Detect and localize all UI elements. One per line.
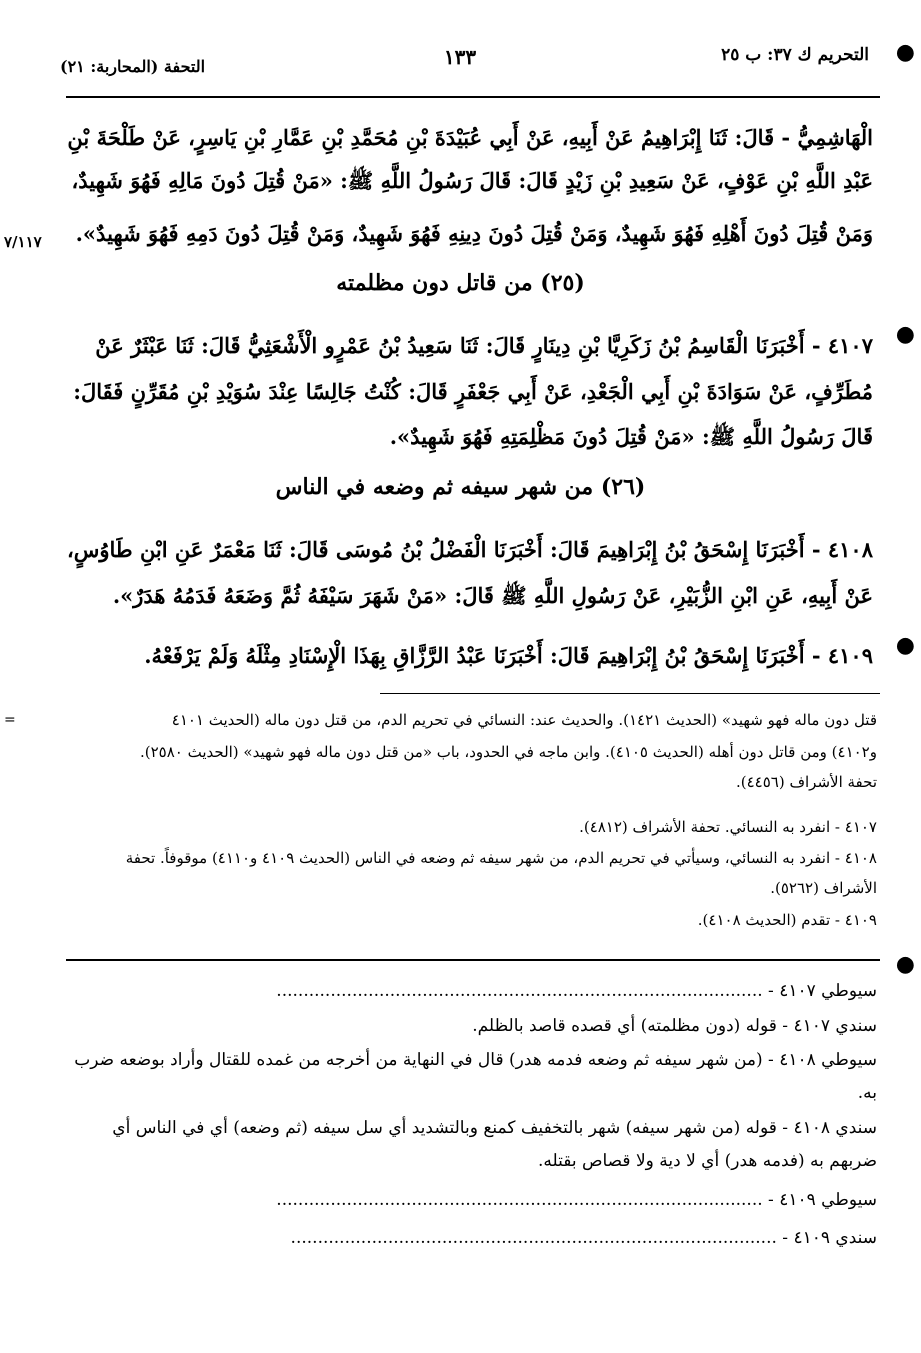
header-rule (66, 96, 880, 98)
commentary-rule (66, 959, 880, 961)
body-line: الْهَاشِمِيُّ - قَالَ: ثَنَا إِبْرَاهِيمُ عَنْ أَبِيهِ، عَنْ أَبِي عُبَيْدَةَ بْنِ مُحَمَّدِ بْنِ عَمَّارِ بْنِ يَاسِرٍ، عَنْ طَلْحَةَ بْنِ (67, 125, 873, 150)
header-tuhfa-ref: التحفة (المحاربة: ٢١) (60, 57, 206, 76)
commentary-line: سندي ٤١٠٨ - قوله (من شهر سيفه) شهر بالتخفيف كمنع وبالتشديد أي سل سيفه (ثم وضعه) أي في الناس أي (112, 1118, 877, 1138)
commentary-line: سندي ٤١٠٩ - .......................................................................................... (290, 1228, 877, 1248)
hadith-4107-line: قَالَ رَسُولُ اللَّهِ ﷺ: «مَنْ قُتِلَ دُونَ مَظْلِمَتِهِ فَهُوَ شَهِيدٌ». (389, 424, 873, 449)
footnote-line: ٤١٠٧ - انفرد به النسائي. تحفة الأشراف (٤٨١٢). (579, 818, 877, 836)
chapter-heading: (٢٦) من شهر سيفه ثم وضعه في الناس (275, 474, 646, 500)
commentary-line: سيوطي ٤١٠٧ - .......................................................................................... (276, 981, 877, 1001)
continuation-marker: = (4, 712, 16, 728)
margin-bullet-icon: ● (895, 40, 915, 65)
header-chapter-ref: التحريم ك ٣٧: ب ٢٥ (721, 45, 869, 65)
footnote-line: ٤١٠٩ - تقدم (الحديث ٤١٠٨). (697, 911, 877, 929)
commentary-line: سيوطي ٤١٠٨ - (من شهر سيفه ثم وضعه فدمه هدر) قال في النهاية من أخرجه من غمده للقتال وأراد بوضعه ضرب (74, 1050, 877, 1070)
chapter-heading: (٢٥) من قاتل دون مظلمته (336, 270, 585, 296)
footnote-line: الأشراف (٥٢٦٢). (770, 879, 877, 897)
hadith-4109-line: ٤١٠٩ - أَخْبَرَنَا إِسْحَقُ بْنُ إِبْرَاهِيمَ قَالَ: أَخْبَرَنَا عَبْدُ الرَّزَّاقِ بِهَذَا الْإِسْنَادِ مِثْلَهُ وَلَمْ يَرْفَعْهُ. (144, 643, 873, 668)
commentary-line: به. (857, 1083, 877, 1103)
margin-bullet-icon: ● (895, 633, 915, 658)
footnote-line: و٤١٠٢) ومن قاتل دون أهله (الحديث ٤١٠٥). وابن ماجه في الحدود، باب «من قتل دون ماله فهو شهيد» (الحديث ٢٥٨٠). (139, 743, 877, 761)
commentary-line: ضربهم به (فدمه هدر) أي لا دية ولا قصاص بقتله. (537, 1151, 877, 1171)
margin-page-ref: ٧/١١٧ (4, 233, 42, 251)
body-line: عَبْدِ اللَّهِ بْنِ عَوْفٍ، عَنْ سَعِيدِ بْنِ زَيْدٍ قَالَ: قَالَ رَسُولُ اللَّهِ ﷺ: «مَنْ قُتِلَ دُونَ مَالِهِ فَهُوَ شَهِيدٌ، (71, 168, 873, 193)
body-line: وَمَنْ قُتِلَ دُونَ أَهْلِهِ فَهُوَ شَهِيدٌ، وَمَنْ قُتِلَ دُونَ دِينِهِ فَهُوَ شَهِيدٌ، وَمَنْ قُتِلَ دُونَ دَمِهِ فَهُوَ شَهِيدٌ». (75, 221, 873, 246)
commentary-line: سيوطي ٤١٠٩ - .......................................................................................... (276, 1190, 877, 1210)
commentary-line: سندي ٤١٠٧ - قوله (دون مظلمته) أي قصده قاصد بالظلم. (472, 1016, 877, 1036)
hadith-4108-line: ٤١٠٨ - أَخْبَرَنَا إِسْحَقُ بْنُ إِبْرَاهِيمَ قَالَ: أَخْبَرَنَا الْفَضْلُ بْنُ مُوسَى قَالَ: ثَنَا مَعْمَرٌ عَنِ ابْنِ طَاوُسٍ، (66, 537, 873, 562)
hadith-4108-line: عَنْ أَبِيهِ، عَنِ ابْنِ الزُّبَيْرِ، عَنْ رَسُولِ اللَّهِ ﷺ قَالَ: «مَنْ شَهَرَ سَيْفَهُ ثُمَّ وَضَعَهُ فَدَمُهُ هَدَرٌ». (112, 583, 873, 608)
hadith-4107-line: مُطَرِّفٍ، عَنْ سَوَادَةَ بْنِ أَبِي الْجَعْدِ، عَنْ أَبِي جَعْفَرٍ قَالَ: كُنْتُ جَالِسًا عِنْدَ سُوَيْدِ بْنِ مُقَرِّنٍ فَقَالَ: (73, 379, 873, 404)
footnote-rule (380, 693, 880, 694)
margin-bullet-icon: ● (895, 952, 915, 977)
margin-bullet-icon: ● (895, 322, 915, 347)
footnote-line: قتل دون ماله فهو شهيد» (الحديث ١٤٢١). والحديث عند: النسائي في تحريم الدم، من قتل دون ماله (الحديث ٤١٠١ (171, 711, 877, 729)
page-number: ١٣٣ (443, 45, 477, 69)
footnote-line: تحفة الأشراف (٤٤٥٦). (735, 773, 877, 791)
hadith-4107-line: ٤١٠٧ - أَخْبَرَنَا الْقَاسِمُ بْنُ زَكَرِيَّا بْنِ دِينَارٍ قَالَ: ثَنَا سَعِيدُ بْنُ عَمْرٍو الْأَشْعَثِيُّ قَالَ: ثَنَا عَبْثَرٌ عَنْ (95, 333, 873, 358)
footnote-line: ٤١٠٨ - انفرد به النسائي، وسيأتي في تحريم الدم، من شهر سيفه ثم وضعه في الناس (الحديث ٤١٠٩ و٤١١٠) موقوفاً. تحفة (125, 849, 877, 867)
